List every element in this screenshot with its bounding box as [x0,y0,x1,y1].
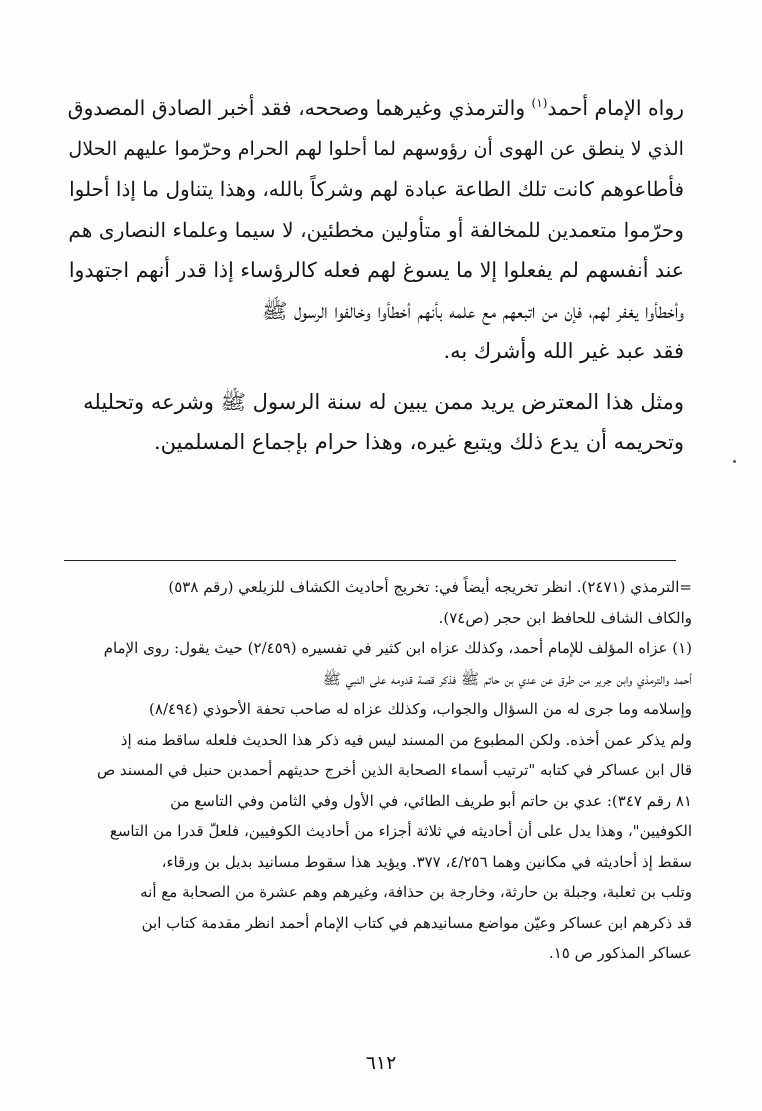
footnote-line: قال ابن عساكر في كتابه "ترتيب أسماء الصحابة الذين أخرج حديثهم أحمدبن حنبل في المسند ص [96,761,692,779]
main-line: الذي لا ينطق عن الهوى أن رؤوسهم لما أحلوا لهم الحرام وحرّموا عليهم الحلال [68,136,684,160]
footnote-line: والكاف الشاف للحافظ ابن حجر (ص٧٤). [438,608,692,627]
paragraph-gap [62,372,684,382]
footnote-line: ولم يذكر عمن أخذه. ولكن المطبوع من المسند ليس فيه ذكر هذا الحديث فلعله ساقط منه إذ [120,730,692,749]
main-line: وتحريمه أن يدع ذلك ويتبع غيره، وهذا حرام بإجماع المسلمين. [153,430,684,454]
footnote-line: قد ذكرهم ابن عساكر وعيّن مواضع مسانيدهم في كتاب الإمام أحمد انظر مقدمة كتاب ابن [141,913,692,932]
main-line: ومثل هذا المعترض يريد ممن يبين له سنة الرسول ﷺ وشرعه وتحليله [83,389,684,414]
footnote-line: عساكر المذكور ص ١٥. [548,944,692,962]
main-line: عند أنفسهم لم يفعلوا إلا ما يسوغ لهم فعله كالرؤساء إذا قدر أنهم اجتهدوا [68,258,684,282]
page-number: ٦١٢ [365,1052,397,1074]
footnote-marker[interactable]: (١) [531,96,548,111]
footnote-line: وإسلامه وما جرى له من السؤال والجواب، وكذلك عزاه له صاحب تحفة الأحوذي (٨/٤٩٤) [149,700,692,718]
main-line: فقد عبد غير الله وأشرك به. [443,339,684,363]
footnote-line: سقط إذ أحاديثه في مكانين وهما ٤/٢٥٦، ٣٧٧. ويؤيد هذا سقوط مسانيد بديل بن ورقاء، [161,852,692,871]
footnote-line: ٨١ رقم ٣٤٧): عدي بن حاتم أبو طريف الطائي، في الأول وفي الثامن وفي التاسع من [170,791,692,810]
main-line-segment: رواه الإمام أحمد [547,96,684,120]
footnotes [58,572,692,969]
main-text [62,88,684,463]
footnote-separator [64,560,676,561]
main-line [62,88,684,129]
footnote-line: الكوفيين"، وهذا يدل على أن أحاديثه في ثلاثة أجزاء من أحاديث الكوفيين، فلعلّ قدرا من التاسع [109,822,692,840]
main-line: فأطاعوهم كانت تلك الطاعة عبادة لهم وشركاً بالله، وهذا يتناول ما إذا أحلوا [69,177,684,201]
scan-speck [733,460,736,463]
footnote-line: أحمد والترمذي وابن جرير من طرق عن عدي بن حاتم ﷺ فذكر قصة قدومه على النبي ﷺ [322,669,692,688]
main-line: وأخطأوا يغفر لهم، فإن من اتبعهم مع علمه بأنهم أخطأوا وخالفوا الرسول ﷺ [261,298,684,323]
main-line-segment: والترمذي وغيرهما وصححه، فقد أخبر الصادق المصدوق [67,96,532,120]
footnote-line: (١) عزاه المؤلف للإمام أحمد، وكذلك عزاه ابن كثير في تفسيره (٢/٤٥٩) حيث يقول: روى الإمام [103,639,692,657]
footnote-line: =الترمذي (٢٤٧١). انظر تخريجه أيضاً في: تخريج أحاديث الكشاف للزيلعي (رقم ٥٣٨) [168,578,692,596]
footnote-line: وتلب بن ثعلبة، وجبلة بن حارثة، وخارجة بن حذافة، وغيرهم وهم عشرة من الصحابة مع أنه [140,883,692,901]
main-line: وحرّموا متعمدين للمخالفة أو متأولين مخطئين، لا سيما وعلماء النصارى هم [68,217,684,242]
